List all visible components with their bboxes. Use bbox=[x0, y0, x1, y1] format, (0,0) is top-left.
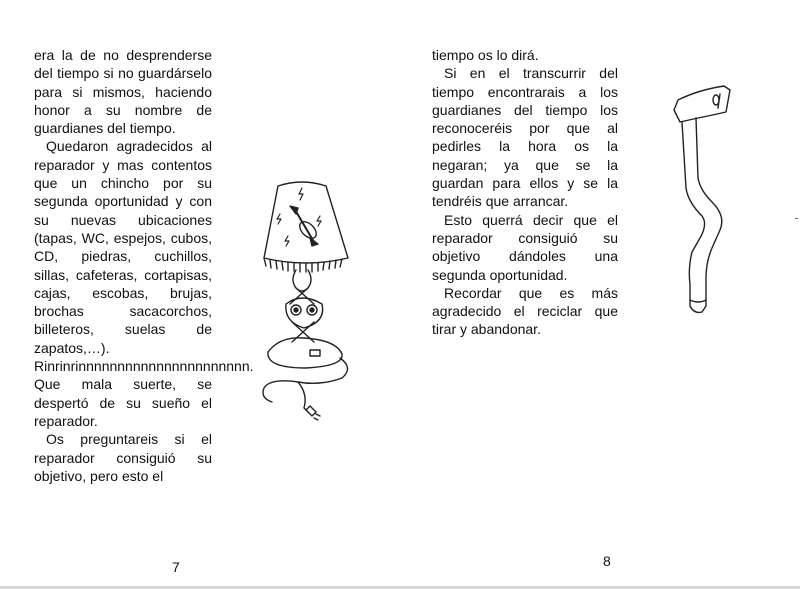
paragraph: Recordar que es más agradecido el reciclar que tirar y abandonar. bbox=[432, 284, 618, 338]
paragraph: Esto querrá decir que el reparador consiguió su objetivo dándoles una segunda oportunidad. bbox=[432, 211, 618, 283]
paragraph: Os preguntareis si el reparador consiguió su objetivo, pero esto el bbox=[34, 431, 212, 484]
paragraph: Quedaron agradecidos al reparador y mas contentos que un chincho por su segunda oportunidad y con su nuevas ubicaciones (tapas, WC, espejos, cubos, CD, piedras, cuchillos, sillas, cafeteras, cortapisas, cajas, escobas, brujas, brochas sacacorchos, billeteros, suelas de zapatos,…). Rinrinrinnnnnnnnnnnnnnnnnnnnnn. Que mala suerte, se despertó de su sueño el reparador. bbox=[34, 138, 254, 429]
page-number: 7 bbox=[172, 559, 180, 575]
page-edge-mark bbox=[795, 218, 798, 219]
paragraph: Si en el transcurrir del tiempo encontrarais a los guardianes del tiempo los reconoceréis por que al pedirles la hora os la negaran; ya que se la guardan para ellos y se la tendréis que arrancar. bbox=[432, 65, 618, 210]
right-page-text bbox=[432, 46, 618, 339]
left-page-text bbox=[34, 46, 254, 485]
paragraph: tiempo os lo dirá. bbox=[432, 47, 539, 63]
hammer-drawing bbox=[668, 78, 738, 322]
paragraph: era la de no desprenderse del tiempo si no guardárselo para si mismos, haciendo honor a su nombre de guardianes del tiempo. bbox=[34, 47, 212, 137]
lamp-character-drawing bbox=[250, 172, 362, 422]
page-number: 8 bbox=[603, 553, 611, 569]
